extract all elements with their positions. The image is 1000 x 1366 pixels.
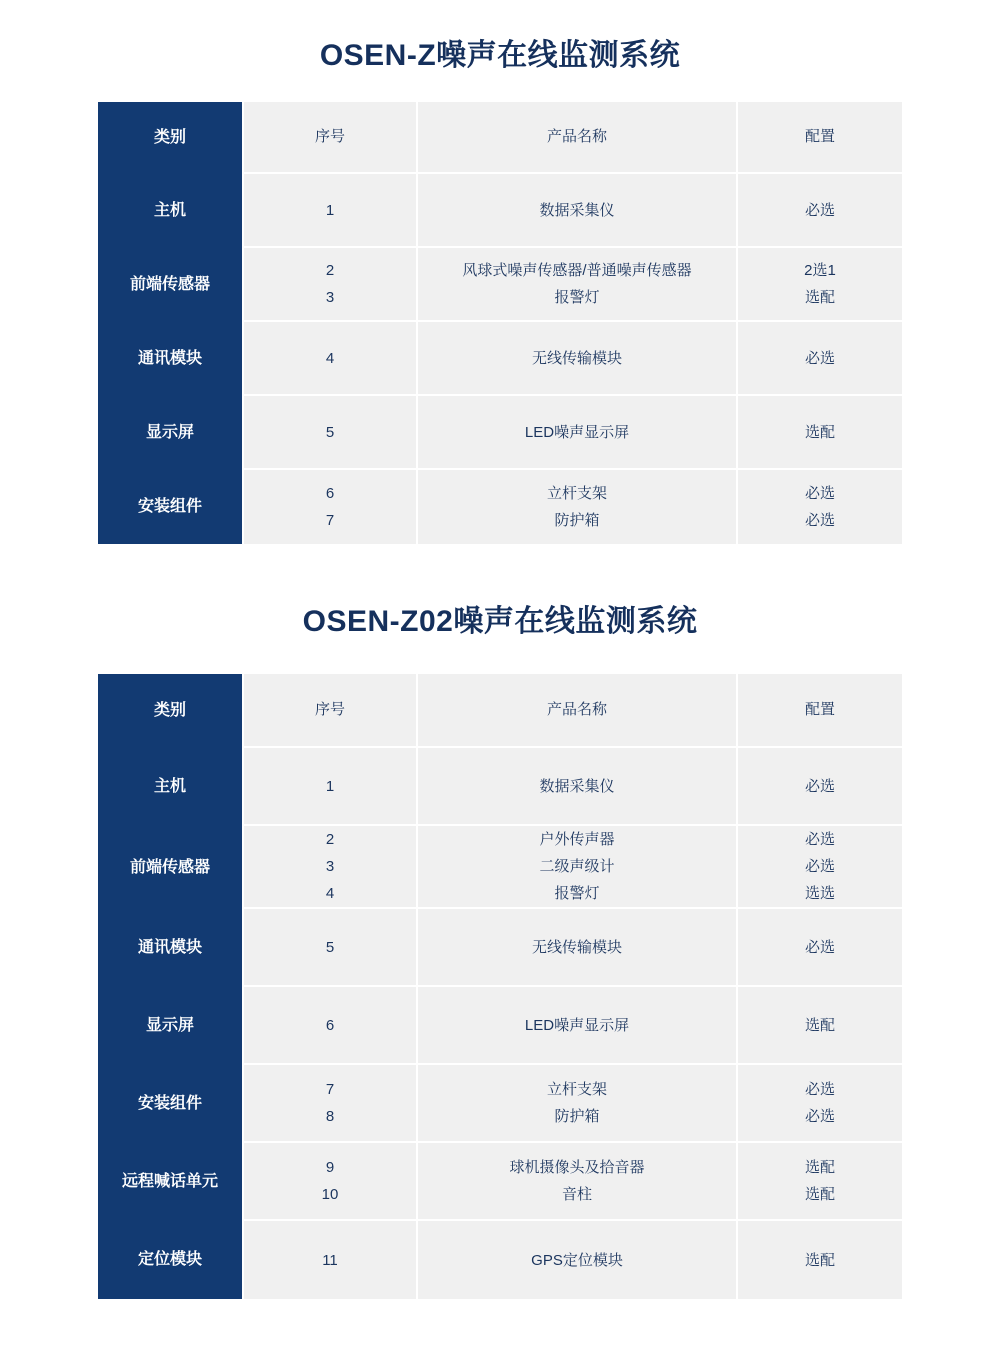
- row-product-names: 立杆支架 防护箱: [418, 1065, 738, 1143]
- row-product-names: 数据采集仪: [418, 174, 738, 248]
- row-product-names: LED噪声显示屏: [418, 987, 738, 1065]
- row-config: 选配: [738, 1221, 902, 1299]
- table-row: [98, 1143, 902, 1221]
- row-category: 安装组件: [98, 1065, 244, 1143]
- row-config: 必选 必选: [738, 1065, 902, 1143]
- table-row: [98, 248, 902, 322]
- product-section-1: [0, 0, 1000, 544]
- row-numbers: 9 10: [244, 1143, 418, 1221]
- row-numbers: 1: [244, 748, 418, 826]
- page-title-1: OSEN-Z噪声在线监测系统: [319, 39, 681, 72]
- table-header-row: [98, 674, 902, 748]
- row-product-names: 风球式噪声传感器/普通噪声传感器 报警灯: [418, 248, 738, 322]
- row-numbers: 6: [244, 987, 418, 1065]
- row-category: 通讯模块: [98, 909, 244, 987]
- spec-table-1: [98, 102, 902, 544]
- row-config: 选配: [738, 396, 902, 470]
- table-row: [98, 470, 902, 544]
- row-category: 通讯模块: [98, 322, 244, 396]
- row-config: 必选: [738, 909, 902, 987]
- row-category: 主机: [98, 748, 244, 826]
- table-header-row: [98, 102, 902, 174]
- column-header-category: 类别: [98, 674, 244, 748]
- column-header-category: 类别: [98, 102, 244, 174]
- table-row: [98, 826, 902, 909]
- column-header-number: 序号: [244, 102, 418, 174]
- row-config: 必选 必选: [738, 470, 902, 544]
- row-config: 2选1 选配: [738, 248, 902, 322]
- row-config: 选配 选配: [738, 1143, 902, 1221]
- row-config: 选配: [738, 987, 902, 1065]
- column-header-number: 序号: [244, 674, 418, 748]
- row-product-names: LED噪声显示屏: [418, 396, 738, 470]
- row-category: 显示屏: [98, 987, 244, 1065]
- table-row: [98, 1221, 902, 1299]
- row-numbers: 2 3: [244, 248, 418, 322]
- row-category: 前端传感器: [98, 248, 244, 322]
- column-header-config: 配置: [738, 102, 902, 174]
- table-row: [98, 1065, 902, 1143]
- product-section-2: [0, 544, 1000, 1299]
- row-product-names: 无线传输模块: [418, 909, 738, 987]
- column-header-product-name: 产品名称: [418, 674, 738, 748]
- row-numbers: 11: [244, 1221, 418, 1299]
- row-category: 显示屏: [98, 396, 244, 470]
- row-numbers: 2 3 4: [244, 826, 418, 909]
- table-row: [98, 322, 902, 396]
- row-category: 安装组件: [98, 470, 244, 544]
- row-config: 必选: [738, 748, 902, 826]
- row-category: 定位模块: [98, 1221, 244, 1299]
- spec-table-2: [98, 674, 902, 1299]
- spec-table-wrapper-2: [98, 674, 902, 1299]
- row-numbers: 5: [244, 909, 418, 987]
- table-row: [98, 748, 902, 826]
- row-config: 必选: [738, 322, 902, 396]
- row-config: 必选 必选 选选: [738, 826, 902, 909]
- row-numbers: 4: [244, 322, 418, 396]
- table-row: [98, 909, 902, 987]
- column-header-product-name: 产品名称: [418, 102, 738, 174]
- column-header-config: 配置: [738, 674, 902, 748]
- table-row: [98, 396, 902, 470]
- row-category: 前端传感器: [98, 826, 244, 909]
- row-product-names: GPS定位模块: [418, 1221, 738, 1299]
- row-product-names: 立杆支架 防护箱: [418, 470, 738, 544]
- page-title-2: OSEN-Z02噪声在线监测系统: [302, 605, 698, 638]
- table-row: [98, 174, 902, 248]
- row-numbers: 5: [244, 396, 418, 470]
- row-config: 必选: [738, 174, 902, 248]
- row-numbers: 1: [244, 174, 418, 248]
- row-product-names: 球机摄像头及拾音器 音柱: [418, 1143, 738, 1221]
- spec-table-wrapper-1: [98, 102, 902, 544]
- row-category: 远程喊话单元: [98, 1143, 244, 1221]
- row-product-names: 无线传输模块: [418, 322, 738, 396]
- row-numbers: 6 7: [244, 470, 418, 544]
- row-product-names: 户外传声器 二级声级计 报警灯: [418, 826, 738, 909]
- table-row: [98, 987, 902, 1065]
- row-product-names: 数据采集仪: [418, 748, 738, 826]
- row-category: 主机: [98, 174, 244, 248]
- row-numbers: 7 8: [244, 1065, 418, 1143]
